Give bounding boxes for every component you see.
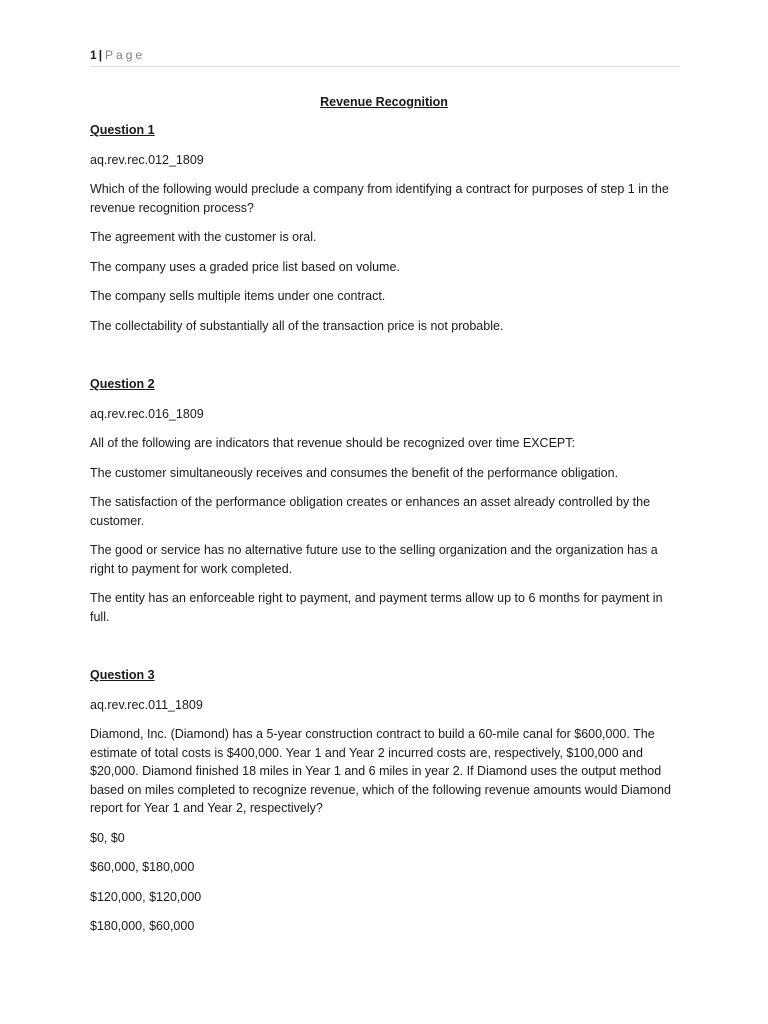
question-text: All of the following are indicators that revenue should be recognized over time EXCEPT: bbox=[90, 436, 575, 450]
question-text: Which of the following would preclude a company from identifying a contract for purposes of step 1 in the revenue recognition process? bbox=[90, 182, 669, 215]
document-body bbox=[90, 121, 680, 976]
question-block bbox=[90, 375, 680, 626]
answer-option: The good or service has no alternative future use to the selling organization and the organization has a right to payment for work completed. bbox=[90, 543, 658, 576]
question-id: aq.rev.rec.016_1809 bbox=[90, 406, 204, 421]
question-id: aq.rev.rec.011_1809 bbox=[90, 697, 203, 712]
answer-option: $180,000, $60,000 bbox=[90, 919, 195, 933]
answer-option: The collectability of substantially all of the transaction price is not probable. bbox=[90, 318, 504, 333]
answer-option: The satisfaction of the performance obligation creates or enhances an asset already controlled by the customer. bbox=[90, 495, 651, 528]
answer-option: $0, $0 bbox=[90, 830, 125, 845]
page-header bbox=[90, 46, 680, 67]
answer-option: The company sells multiple items under one contract. bbox=[90, 289, 386, 303]
page-header-separator: | bbox=[98, 48, 103, 62]
question-heading: Question 2 bbox=[90, 377, 155, 391]
page-number: 1 bbox=[90, 48, 97, 62]
answer-option: The customer simultaneously receives and consumes the benefit of the performance obligation. bbox=[90, 465, 619, 480]
question-id: aq.rev.rec.012_1809 bbox=[90, 152, 204, 167]
question-heading: Question 3 bbox=[90, 668, 155, 682]
document-title: Revenue Recognition bbox=[320, 95, 448, 109]
question-heading: Question 1 bbox=[90, 123, 155, 137]
question-block bbox=[90, 121, 680, 335]
question-text: Diamond, Inc. (Diamond) has a 5-year construction contract to build a 60-mile canal for $600,000. The estimate of total costs is $400,000. Year 1 and Year 2 incurred costs are, respectively, $100,000 and $20,000. Diamond finished 18 miles in Year 1 and 6 miles in year 2. If Diamond uses the output method based on miles completed to recognize revenue, which of the following revenue amounts would Diamond report for Year 1 and Year 2, respectively? bbox=[90, 727, 671, 815]
answer-option: The company uses a graded price list based on volume. bbox=[90, 259, 400, 274]
answer-option: $120,000, $120,000 bbox=[90, 889, 202, 904]
answer-option: The entity has an enforceable right to payment, and payment terms allow up to 6 months for payment in full. bbox=[90, 591, 663, 624]
answer-option: The agreement with the customer is oral. bbox=[90, 230, 317, 244]
page-label: Page bbox=[105, 48, 146, 62]
answer-option: $60,000, $180,000 bbox=[90, 860, 195, 874]
question-block bbox=[90, 666, 680, 936]
